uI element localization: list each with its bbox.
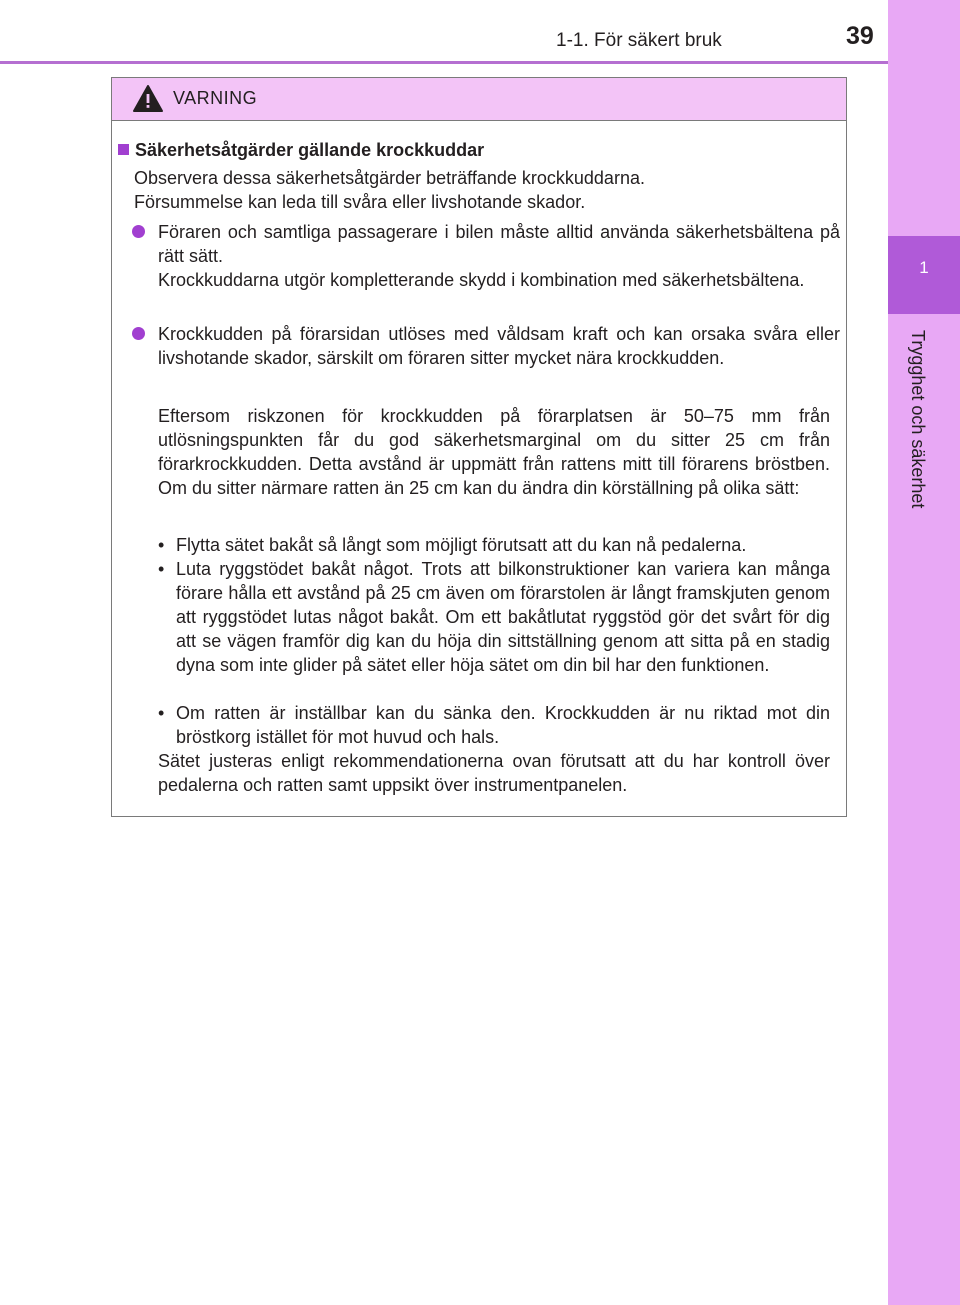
dash-item-text-2: Luta ryggstödet bakåt något. Trots att bilkonstruktioner kan variera kan många förare hålla ett avstånd på 25 cm även om förarstolen är långt framskjuten genom att ryggstödet lutas något bakåt. Om ett bakåtlutat ryggstöd gör det svårt för dig att se vägen framför dig kan du höja din sittställning genom att sitta på en stadig dyna som inte glider på sätet eller höja sätet om din bil har den funktionen. bbox=[176, 559, 830, 675]
section-heading bbox=[112, 138, 484, 162]
square-bullet-icon bbox=[118, 144, 129, 155]
dash-bullet-icon: • bbox=[158, 703, 165, 723]
dash-item bbox=[158, 557, 830, 677]
header-rule bbox=[0, 61, 888, 64]
closing-paragraph: Sätet justeras enligt rekommendationerna ovan förutsatt att du har kontroll över pedalerna och ratten samt uppsikt över instrumentpanelen. bbox=[158, 751, 830, 795]
list-item-text-1b: Krockkuddarna utgör kompletterande skydd i kombination med säkerhetsbältena. bbox=[158, 270, 805, 290]
paragraph-distance: Eftersom riskzonen för krockkudden på förarplatsen är 50–75 mm från utlösningspunkten får du god säkerhetsmarginal om du sitter 25 cm från förarkrockkudden. Detta avstånd är uppmätt från rattens mitt till förarens bröstben. Om du sitter närmare ratten än 25 cm kan du ändra din körställning på olika sätt: bbox=[158, 406, 830, 498]
warning-triangle-icon bbox=[132, 84, 164, 113]
warning-label: VARNING bbox=[173, 88, 258, 108]
side-strip bbox=[888, 0, 960, 1305]
running-header-title: 1-1. För säkert bruk bbox=[556, 30, 722, 51]
circle-bullet-icon bbox=[132, 225, 145, 238]
dash-item-text-1: Flytta sätet bakåt så långt som möjligt förutsatt att du kan nå pedalerna. bbox=[176, 535, 747, 555]
dash-item bbox=[158, 533, 830, 557]
intro-line-1: Observera dessa säkerhetsåtgärder beträffande krockkuddarna. bbox=[134, 168, 645, 188]
dash-item bbox=[158, 701, 830, 749]
chapter-number: 1 bbox=[919, 258, 929, 277]
dash-bullet-icon: • bbox=[158, 559, 165, 579]
section-heading-text: Säkerhetsåtgärder gällande krockkuddar bbox=[135, 140, 485, 160]
chapter-label: Trygghet och säkerhet bbox=[908, 330, 928, 509]
list-item bbox=[132, 322, 840, 370]
list-item-text-2: Krockkudden på förarsidan utlöses med våldsam kraft och kan orsaka svåra eller livshotande skador, särskilt om föraren sitter mycket nära krockkudden. bbox=[158, 324, 840, 368]
list-item bbox=[132, 220, 840, 292]
intro-line-2: Försummelse kan leda till svåra eller livshotande skador. bbox=[134, 192, 586, 212]
intro-text bbox=[134, 166, 834, 214]
warning-header bbox=[112, 78, 846, 121]
circle-bullet-icon bbox=[132, 327, 145, 340]
list-item-text-1: Föraren och samtliga passagerare i bilen måste alltid använda säkerhetsbältena på rätt sätt. bbox=[158, 222, 840, 266]
dash-bullet-icon: • bbox=[158, 535, 165, 555]
page-number: 39 bbox=[846, 22, 874, 50]
warning-box bbox=[111, 77, 847, 817]
dash-item-text-3: Om ratten är inställbar kan du sänka den. Krockkudden är nu riktad mot din bröstkorg istället för mot huvud och hals. bbox=[176, 703, 830, 747]
